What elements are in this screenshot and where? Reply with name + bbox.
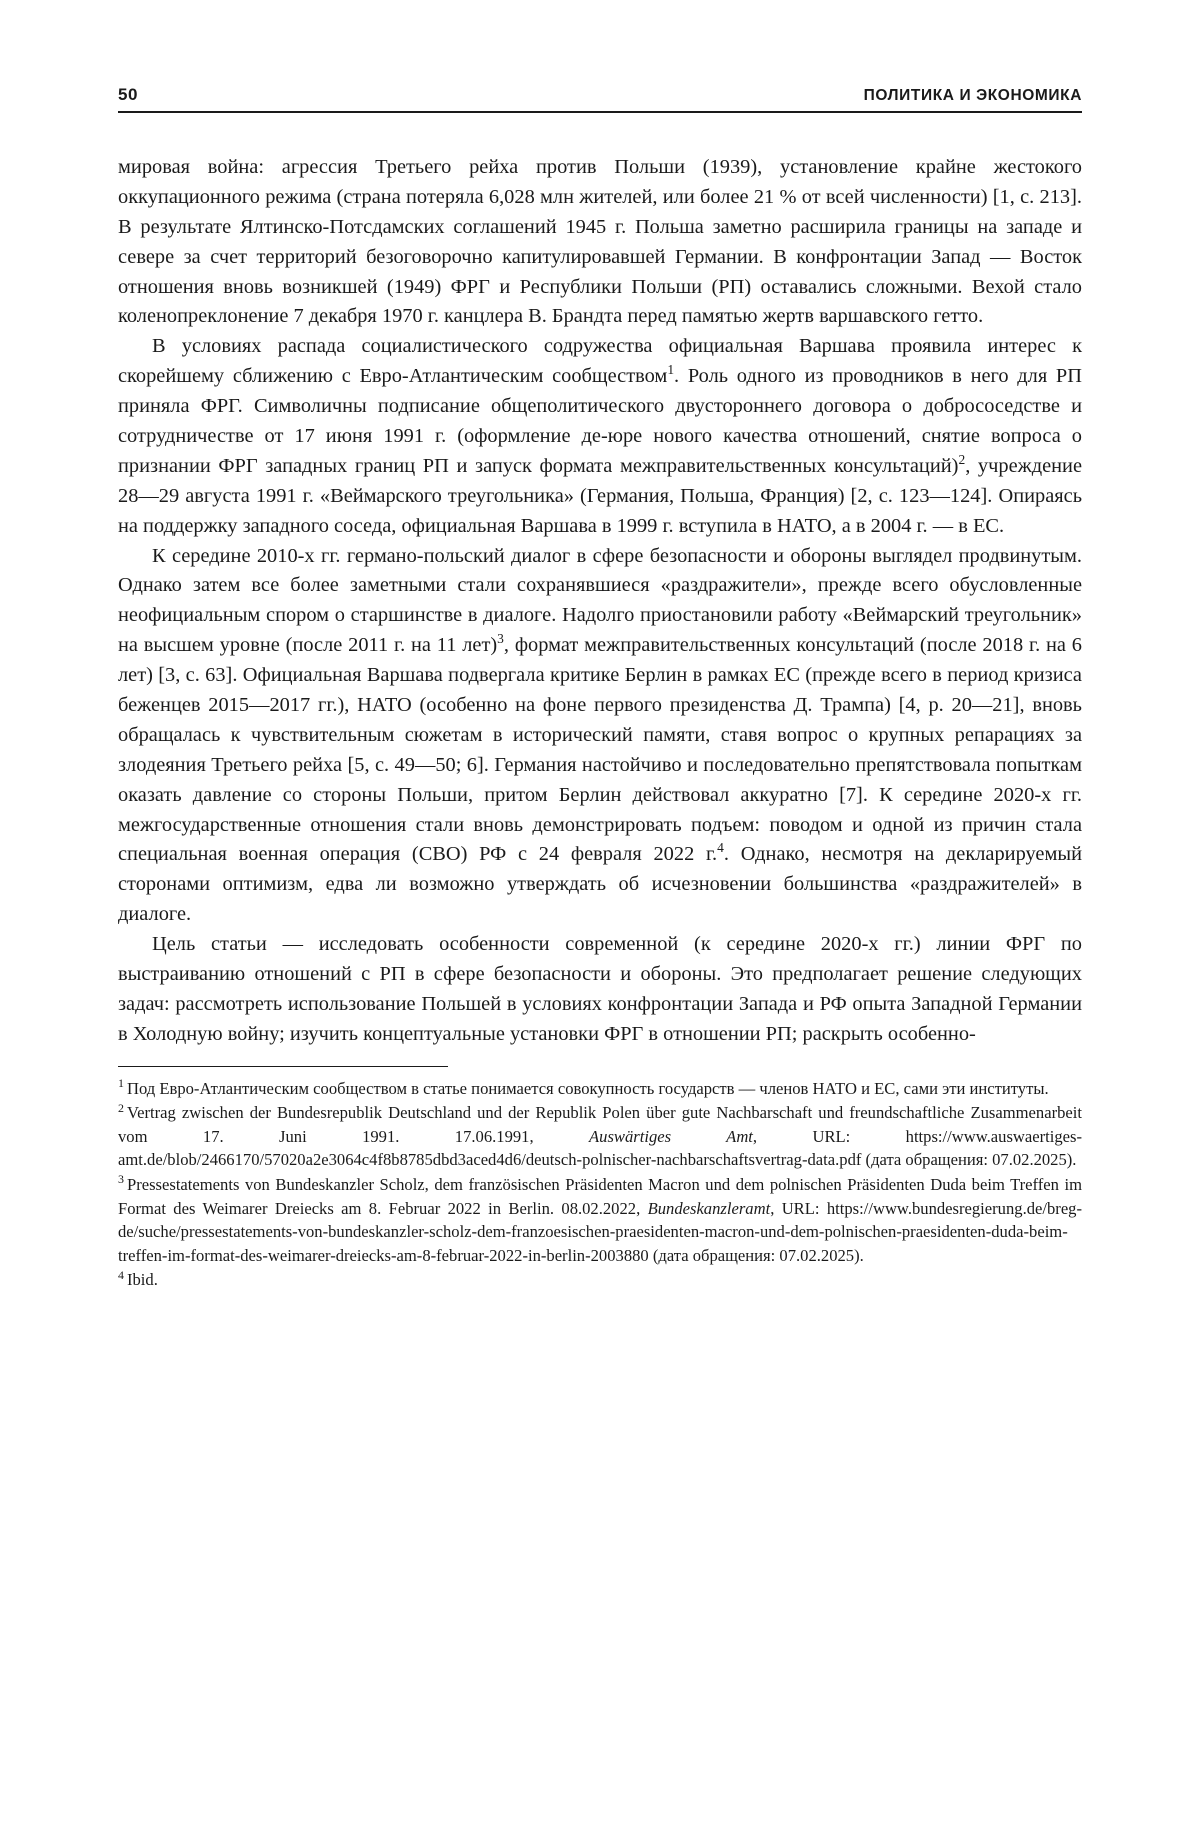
footnote-ref-2[interactable]: 2 bbox=[958, 452, 966, 468]
paragraph-2-text-a: В условиях распада социалистического содружества официальная Варшава проявила интерес к скорейшему сближению с Евро-Атлантическим сообществом bbox=[118, 335, 1082, 388]
footnote-4 bbox=[118, 1268, 1082, 1292]
footnote-3-text-b: , URL: https://www.bundesregierung.de/breg-de/suche/pressestatements-von-bundeskanzler-scholz-dem-franzoesischen-praesidenten-macron-und-dem-polnischen-praesidenten-duda-beim-treffen-im-format-des-weimarer-dreiecks-am-8-februar-2022-in-berlin-2003880 (дата обращения: 07.02.2025). bbox=[118, 1198, 1083, 1265]
footnote-4-text: Ibid. bbox=[126, 1270, 158, 1290]
footnote-2-source: Auswärtiges Amt bbox=[589, 1126, 753, 1146]
footnote-ref-4[interactable]: 4 bbox=[717, 840, 724, 856]
paragraph-1-text: мировая война: агрессия Третьего рейха против Польши (1939), установление крайне жестокого оккупационного режима (страна потеряла 6,028 млн жителей, или более 21 % от всей численности) [1, с. 213]. В результате Ялтинско-Потсдамских соглашений 1945 г. Польша заметно расширила границы на западе и севере за счет территорий безоговорочно капитулировавшей Германии. В конфронтации Запад — Восток отношения вновь возникшей (1949) ФРГ и Республики Польши (РП) оставались сложными. Вехой стало коленопреклонение 7 декабря 1970 г. канцлера В. Брандта перед памятью жертв варшавского гетто. bbox=[118, 156, 1082, 328]
footnote-separator bbox=[118, 1066, 448, 1067]
section-title: ПОЛИТИКА И ЭКОНОМИКА bbox=[863, 87, 1082, 104]
footnote-2-marker: 2 bbox=[118, 1100, 124, 1115]
paragraph-4 bbox=[118, 930, 1082, 1050]
footnote-1-marker: 1 bbox=[118, 1076, 124, 1091]
paragraph-2 bbox=[118, 332, 1082, 541]
footnote-ref-1[interactable]: 1 bbox=[667, 362, 675, 378]
footnote-3-marker: 3 bbox=[118, 1172, 124, 1187]
footnote-ref-3[interactable]: 3 bbox=[497, 631, 504, 647]
footnote-1-text: Под Евро-Атлантическим сообществом в статье понимается совокупность государств — членов НАТО и ЕС, сами эти институты. bbox=[126, 1078, 1049, 1098]
paragraph-3-text-a: К середине 2010-х гг. германо-польский диалог в сфере безопасности и обороны выглядел продвинутым. Однако затем все более заметными стали сохранявшиеся «раздражители», прежде всего обусловленные неофициальным спором о старшинстве в диалоге. Надолго приостановили работу «Веймарский треугольник» на высшем уровне (после 2011 г. на 11 лет) bbox=[118, 544, 1082, 657]
paragraph-2-text-b: . Роль одного из проводников в него для РП приняла ФРГ. Символичны подписание общеполитического двустороннего договора о добрососедстве и сотрудничестве от 17 июня 1991 г. (оформление де-юре нового качества отношений, снятие вопроса о признании ФРГ западных границ РП и запуск формата межправительственных консультаций) bbox=[118, 365, 1082, 477]
paragraph-3-text-c: . Однако, несмотря на декларируемый сторонами оптимизм, едва ли возможно утверждать об исчезновении большинства «раздражителей» в диалоге. bbox=[118, 843, 1082, 926]
footnote-2-text-b: , URL: https://www.auswaertiges-amt.de/blob/2466170/57020a2e3064c4f8b8785dbd3aced4d6/deutsch-polnischer-nachbarschaftsvertrag-data.pdf (дата обращения: 07.02.2025). bbox=[118, 1126, 1083, 1170]
running-head bbox=[118, 85, 1082, 113]
paragraph-4-text: Цель статьи — исследовать особенности современной (к середине 2020-х гг.) линии ФРГ по выстраиванию отношений с РП в сфере безопасности и обороны. Это предполагает решение следующих задач: рассмотреть использование Польшей в условиях конфронтации Запада и РФ опыта Западной Германии в Холодную войну; изучить концептуальные установки ФРГ в отношении РП; раскрыть особенно- bbox=[118, 933, 1082, 1045]
paragraph-3-text-b: , формат межправительственных консультаций (после 2018 г. на 6 лет) [3, с. 63]. Официальная Варшава подвергала критике Берлин в рамках ЕС (прежде всего в период кризиса беженцев 2015—2017 гг.), НАТО (особенно на фоне первого президенства Д. Трампа) [4, p. 20—21], вновь обращалась к чувствительным сюжетам в историчеcкий памяти, ставя вопрос о крупных репарациях за злодеяния Третьего рейха [5, с. 49—50; 6]. Германия настойчиво и последовательно препятствовала попыткам оказать давление со стороны Польши, притом Берлин действовал аккуратно [7]. К середине 2020-х гг. межгосударственные отношения стали вновь демонстрировать подъем: поводом и одной из причин стала специальная военная операция (СВО) РФ с 24 февраля 2022 г. bbox=[118, 634, 1082, 866]
footnote-3-source: Bundeskanzleramt bbox=[647, 1198, 771, 1218]
body-text bbox=[118, 153, 1082, 1050]
footnote-3 bbox=[118, 1173, 1082, 1267]
footnote-1 bbox=[118, 1077, 1082, 1101]
footnote-3-text-a: Pressestatements von Bundeskanzler Scholz, dem französischen Präsidenten Macron und dem polnischen Präsidenten Duda beim Treffen im Format des Weimarer Dreiecks am 8. Februar 2022 in Berlin. 08.02.2022, bbox=[118, 1174, 1082, 1218]
page-number: 50 bbox=[118, 85, 138, 104]
footnote-4-marker: 4 bbox=[118, 1267, 124, 1282]
footnote-2-text-a: Vertrag zwischen der Bundesrepublik Deutschland und der Republik Polen über gute Nachbarschaft und freundschaftliche Zusammenarbeit vom 17. Juni 1991. 17.06.1991, bbox=[118, 1103, 1082, 1146]
footnote-2 bbox=[118, 1101, 1082, 1172]
paragraph-3 bbox=[118, 542, 1082, 931]
paragraph-1 bbox=[118, 153, 1082, 332]
footnotes-block bbox=[118, 1077, 1082, 1292]
paragraph-2-text-c: , учреждение 28—29 августа 1991 г. «Веймарского треугольника» (Германия, Польша, Франция) [2, с. 123—124]. Опираясь на поддержку западного соседа, официальная Варшава в 1999 г. вступила в НАТО, а в 2004 г. — в ЕС. bbox=[118, 454, 1083, 537]
